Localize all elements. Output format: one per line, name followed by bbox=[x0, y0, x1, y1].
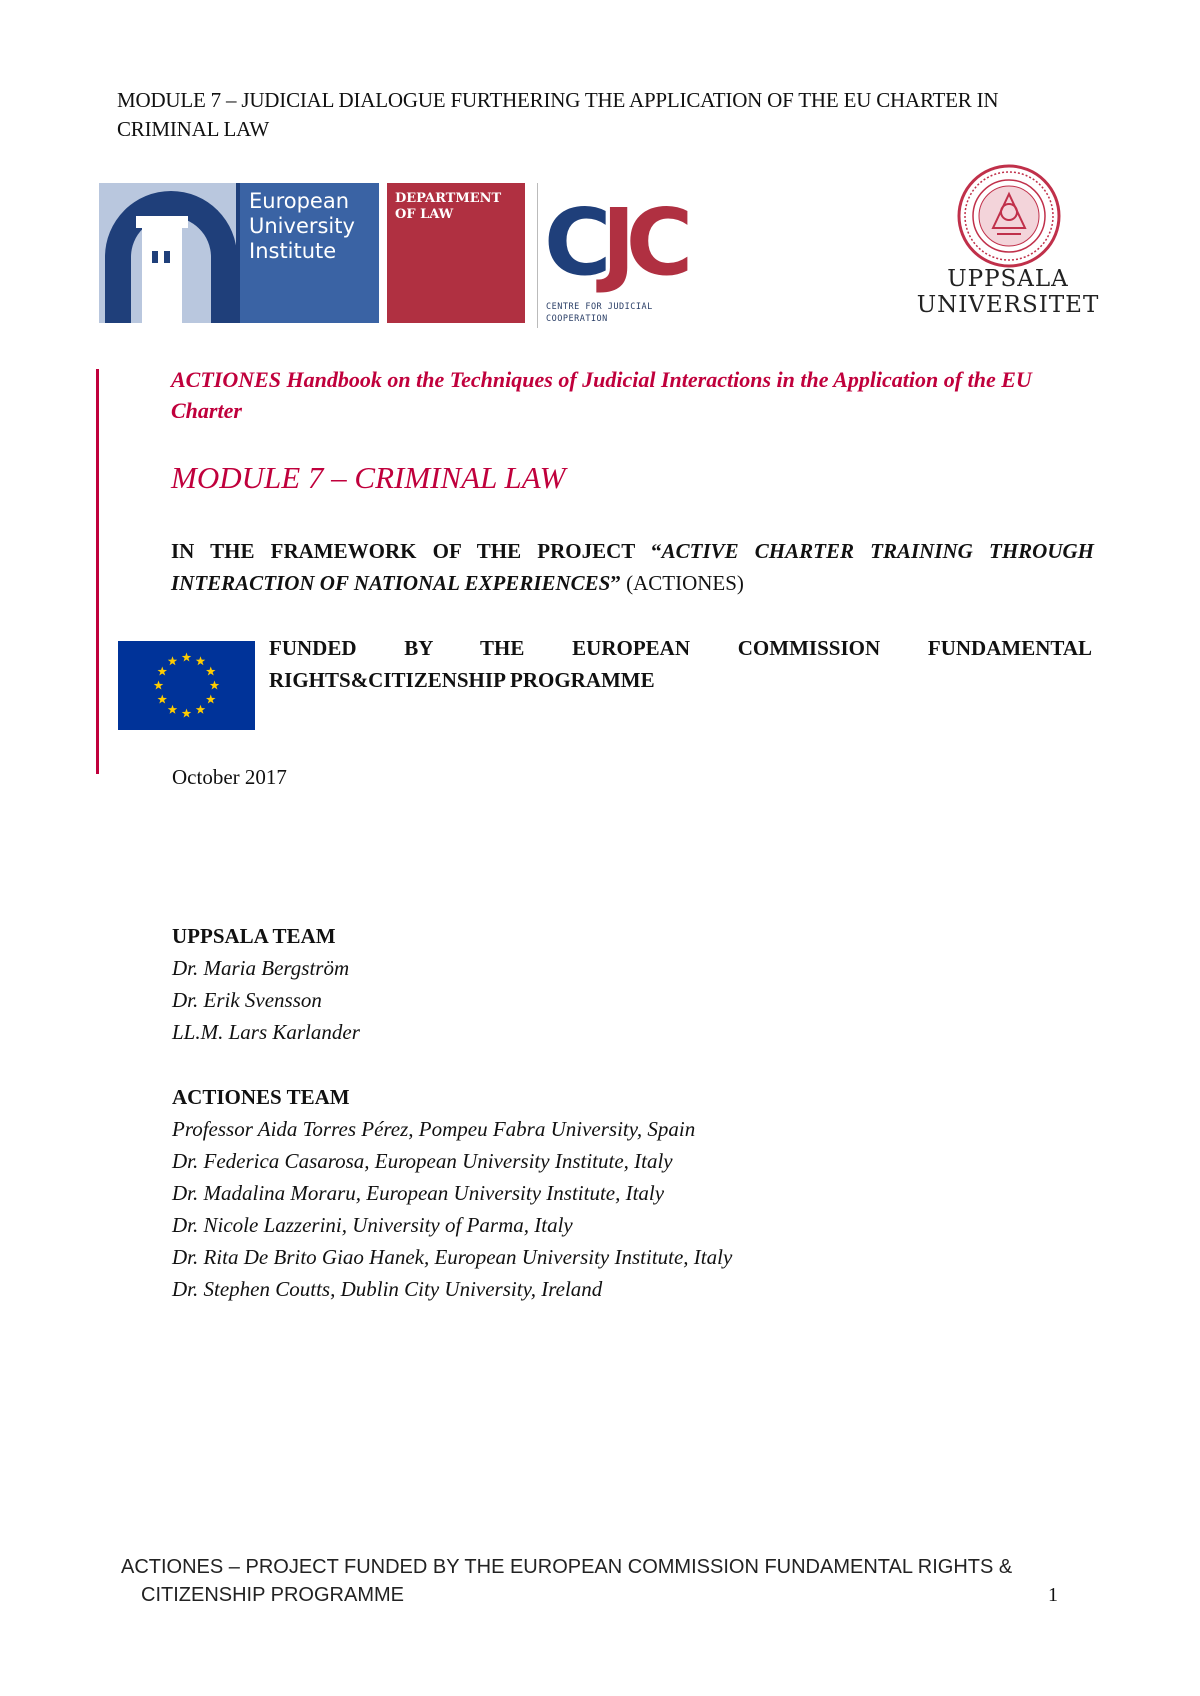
module-title: MODULE 7 – CRIMINAL LAW bbox=[171, 460, 566, 495]
footer-line-1: ACTIONES – PROJECT FUNDED BY THE EUROPEAN COMMISSION FUNDAMENTAL RIGHTS & bbox=[121, 1556, 1013, 1578]
uppsala-name-line2: UNIVERSITET bbox=[916, 292, 1100, 318]
framework-acronym: (ACTIONES) bbox=[620, 571, 744, 595]
uppsala-name-line1: UPPSALA bbox=[947, 266, 1069, 292]
uppsala-seal-icon bbox=[957, 164, 1061, 268]
uppsala-logo bbox=[908, 160, 1108, 330]
department-name: DEPARTMENT OF LAW bbox=[395, 191, 502, 222]
cjc-caption: CENTRE FOR JUDICIAL COOPERATION bbox=[546, 302, 653, 324]
eui-name: European University Institute bbox=[249, 189, 355, 263]
team-member: LL.M. Lars Karlander bbox=[172, 1020, 360, 1044]
eui-window-icon bbox=[152, 251, 158, 263]
cjc-logo bbox=[537, 183, 688, 328]
actiones-team bbox=[172, 1081, 1072, 1305]
team-member: Dr. Nicole Lazzerini, University of Parma, Italy bbox=[172, 1213, 573, 1237]
uppsala-name bbox=[908, 266, 1108, 318]
publication-date: October 2017 bbox=[172, 765, 287, 789]
handbook-title: ACTIONES Handbook on the Techniques of Judicial Interactions in the Application of the EU Charter bbox=[171, 367, 1032, 423]
running-header: MODULE 7 – JUDICIAL DIALOGUE FURTHERING THE APPLICATION OF THE EU CHARTER IN CRIMINAL LAW bbox=[117, 88, 999, 141]
uppsala-team bbox=[172, 920, 1072, 1048]
team-member: Dr. Madalina Moraru, European University Institute, Italy bbox=[172, 1181, 665, 1205]
page-number: 1 bbox=[1048, 1584, 1058, 1606]
framework-statement bbox=[171, 535, 1094, 599]
funding-line-2: RIGHTS&CITIZENSHIP PROGRAMME bbox=[269, 668, 655, 692]
department-of-law-logo bbox=[387, 183, 525, 323]
team-member: Dr. Maria Bergström bbox=[172, 956, 350, 980]
framework-prefix: IN THE FRAMEWORK OF THE PROJECT “ bbox=[171, 539, 662, 563]
framework-close-quote: ” bbox=[610, 571, 621, 595]
cjc-letter-c2: C bbox=[625, 189, 684, 296]
eui-tower-icon bbox=[142, 223, 182, 323]
funding-line-1: FUNDED BY THE EUROPEAN COMMISSION FUNDAMENTAL bbox=[269, 636, 1092, 660]
team-member: Dr. Stephen Coutts, Dublin City University, Ireland bbox=[172, 1277, 603, 1301]
eui-logo bbox=[99, 183, 379, 323]
team-member: Dr. Federica Casarosa, European University Institute, Italy bbox=[172, 1149, 673, 1173]
cjc-letter-c: C bbox=[544, 189, 602, 296]
framework-project-name: ACTIVE CHARTER TRAINING THROUGH INTERACTION OF NATIONAL EXPERIENCES bbox=[171, 539, 1095, 595]
team-member: Dr. Rita De Brito Giao Hanek, European University Institute, Italy bbox=[172, 1245, 733, 1269]
funding-statement bbox=[269, 632, 1092, 696]
cjc-letter-j: J bbox=[601, 189, 626, 296]
uppsala-team-heading: UPPSALA TEAM bbox=[172, 924, 336, 948]
actiones-team-heading: ACTIONES TEAM bbox=[172, 1085, 350, 1109]
eui-arch-emblem bbox=[99, 183, 236, 323]
eui-name-panel bbox=[240, 183, 379, 323]
team-member: Dr. Erik Svensson bbox=[172, 988, 322, 1012]
accent-bar bbox=[96, 369, 99, 774]
eui-window-icon bbox=[164, 251, 170, 263]
cjc-letters bbox=[544, 189, 684, 296]
page-footer bbox=[121, 1553, 1091, 1609]
eu-flag-icon bbox=[118, 641, 255, 730]
footer-line-2: CITIZENSHIP PROGRAMME bbox=[141, 1584, 404, 1606]
team-member: Professor Aida Torres Pérez, Pompeu Fabra University, Spain bbox=[172, 1117, 696, 1141]
